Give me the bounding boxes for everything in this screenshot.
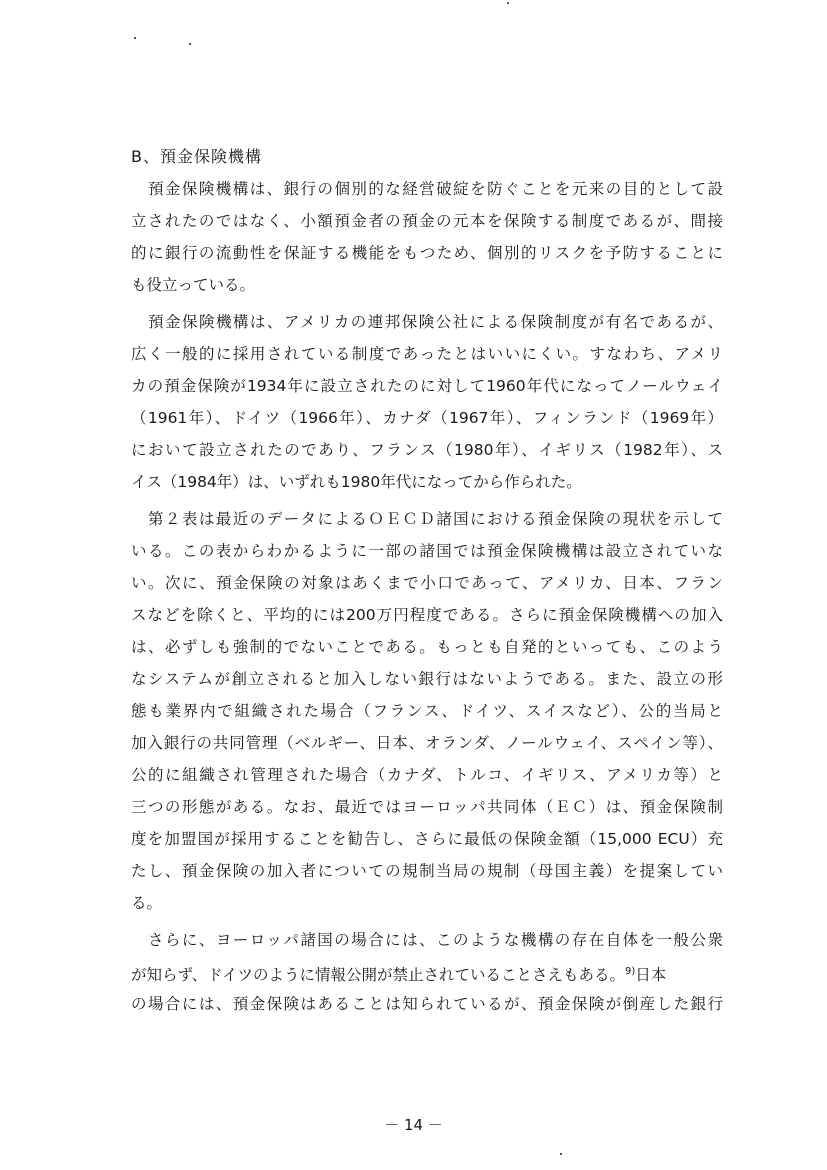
paragraph-line: 預金保険機構は、アメリカの連邦保険公社による保険制度が有名であるが、 <box>131 313 723 331</box>
scan-speck <box>189 43 191 45</box>
paragraph-line: 度を加盟国が採用することを勧告し、さらに最低の保険金額（15,000 ECU）充 <box>131 830 723 848</box>
paragraph-line: さらに、ヨーロッパ諸国の場合には、このような機構の存在自体を一般公衆 <box>131 931 723 949</box>
paragraph-line: （1961年）、ドイツ（1966年）、カナダ（1967年）、フィンランド（1969年） <box>131 409 723 427</box>
paragraph-line: 公的に組織され管理された場合（カナダ、トルコ、イギリス、アメリカ等）と <box>131 766 723 784</box>
paragraph-line: たし、預金保険の加入者についての規制当局の規制（母国主義）を提案してい <box>131 862 723 880</box>
paragraph-line: カの預金保険が1934年に設立されたのに対して1960年代になってノールウェイ <box>131 377 723 395</box>
paragraph-line: 広く一般的に採用されている制度であったとはいいにくい。すなわち、アメリ <box>131 345 723 363</box>
footnote-reference: 9) <box>625 966 636 977</box>
paragraph-line: 三つの形態がある。なお、最近ではヨーロッパ共同体（ＥＣ）は、預金保険制 <box>131 798 723 816</box>
paragraph-line: 態も業界内で組織された場合（フランス、ドイツ、スイスなど）、公的当局と <box>131 702 723 720</box>
scan-speck <box>560 1153 562 1155</box>
page-number: － 14 － <box>384 1116 443 1134</box>
section-heading: B、預金保険機構 <box>131 147 262 166</box>
paragraph-line: いる。この表からわかるように一部の諸国では預金保険機構は設立されていな <box>131 542 723 560</box>
scan-speck <box>134 37 136 39</box>
paragraph-line: なシステムが創立されると加入しない銀行はないようである。また、設立の形 <box>131 670 723 688</box>
paragraph-line: イス（1984年）は、いずれも1980年代になってから作られた。 <box>131 473 582 491</box>
paragraph-line: は、必ずしも強制的でないことである。もっとも自発的といっても、このよう <box>131 638 723 656</box>
paragraph-line: スなどを除くと、平均的には200万円程度である。さらに預金保険機構への加入 <box>131 606 723 624</box>
paragraph-line <box>131 962 723 985</box>
paragraph-line: 預金保険機構は、銀行の個別的な経営破綻を防ぐことを元来の目的として設 <box>131 180 723 198</box>
paragraph-line: 立されたのではなく、小額預金者の預金の元本を保険する制度であるが、間接 <box>131 212 723 230</box>
paragraph-line: の場合には、預金保険はあることは知られているが、預金保険が倒産した銀行 <box>131 995 723 1013</box>
paragraph-line: 第２表は最近のデータによるＯＥＣＤ諸国における預金保険の現状を示して <box>131 510 723 528</box>
paragraph-line: 加入銀行の共同管理（ベルギー、日本、オランダ、ノールウェイ、スペイン等）、 <box>131 734 723 752</box>
paragraph-line: る。 <box>131 894 163 912</box>
line-text: 日本 <box>635 966 667 985</box>
scan-speck <box>507 2 509 4</box>
line-text: が知らず、ドイツのように情報公開が禁止されていることさえもある。 <box>131 966 625 985</box>
paragraph-line: 的に銀行の流動性を保証する機能をもつため、個別的リスクを予防することに <box>131 244 723 262</box>
paragraph-line: い。次に、預金保険の対象はあくまで小口であって、アメリカ、日本、フラン <box>131 574 723 592</box>
paragraph-line: も役立っている。 <box>131 276 256 294</box>
paragraph-line: において設立されたのであり、フランス（1980年）、イギリス（1982年）、ス <box>131 441 723 459</box>
